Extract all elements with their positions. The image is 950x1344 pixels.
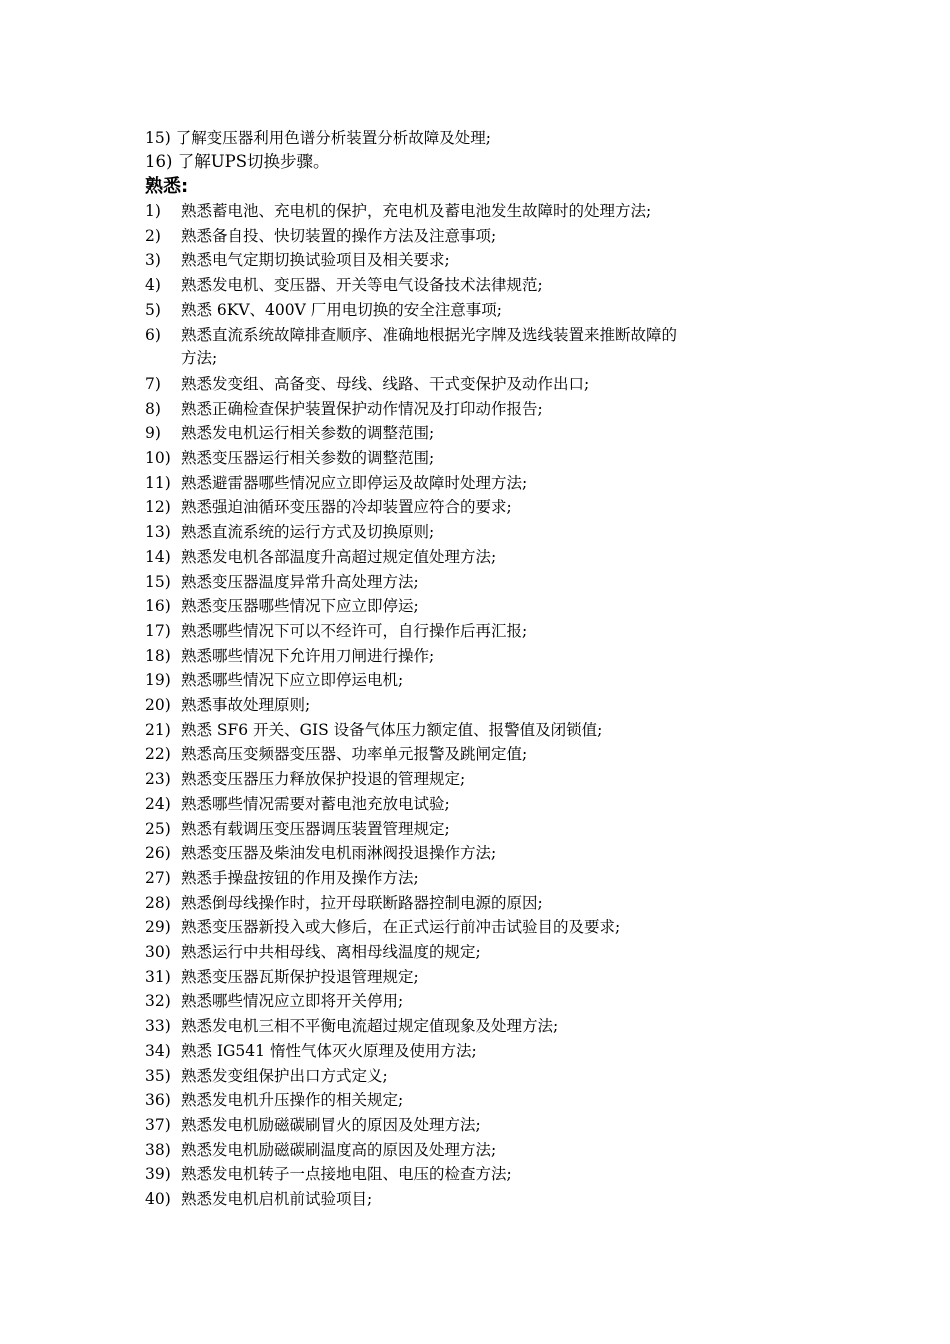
item-text: 熟悉变压器哪些情况下应立即停运; <box>181 597 419 616</box>
item-text: 熟悉哪些情况下可以不经许可，自行操作后再汇报; <box>181 621 528 640</box>
item-number: 26) <box>145 844 171 863</box>
list-item <box>145 1041 477 1061</box>
item-text: 熟悉备自投、快切装置的操作方法及注意事项; <box>181 226 497 245</box>
item-text: 熟悉蓄电池、充电机的保护，充电机及蓄电池发生故障时的处理方法; <box>181 202 652 220</box>
list-item <box>145 1189 372 1209</box>
item-number: 40) <box>145 1190 171 1208</box>
item-number: 33) <box>145 1017 171 1036</box>
item-number: 38) <box>145 1140 171 1159</box>
list-item <box>145 1140 496 1160</box>
item-text: 熟悉哪些情况需要对蓄电池充放电试验; <box>181 794 450 813</box>
list-item <box>145 794 450 814</box>
item-number: 31) <box>145 967 171 986</box>
item-text: 熟悉变压器及柴油发电机雨淋阀投退操作方法; <box>181 844 497 863</box>
item-text: 熟悉变压器压力释放保护投退的管理规定; <box>181 770 466 789</box>
list-item <box>145 1115 481 1135</box>
list-item <box>145 1066 388 1086</box>
list-item <box>145 448 434 468</box>
list-item <box>145 300 502 320</box>
list-item <box>145 670 403 690</box>
item-number: 1) <box>145 202 161 220</box>
item-text: 熟悉直流系统故障排查顺序、准确地根据光字牌及选线装置来推断故障的 <box>181 325 678 344</box>
list-item <box>145 423 434 443</box>
item-number: 14) <box>145 547 171 566</box>
item-number: 13) <box>145 523 171 542</box>
list-item <box>145 497 512 517</box>
item-number: 19) <box>145 671 171 690</box>
item-text: 熟悉 IG541 惰性气体灭火原理及使用方法; <box>181 1041 477 1060</box>
item-text: 熟悉发电机启机前试验项目; <box>181 1190 373 1208</box>
item-text: 熟悉哪些情况下应立即停运电机; <box>181 671 404 690</box>
item-text: 熟悉事故处理原则; <box>181 696 311 714</box>
item-text: 熟悉避雷器哪些情况应立即停运及故障时处理方法; <box>181 473 528 492</box>
list-item <box>145 967 419 987</box>
list-item <box>145 1164 512 1184</box>
item-number: 15) <box>145 572 171 591</box>
item-number: 24) <box>145 794 171 813</box>
list-item <box>145 226 496 246</box>
item-number: 30) <box>145 943 171 961</box>
list-item <box>145 646 434 666</box>
list-item <box>145 695 310 715</box>
item-text: 熟悉发电机升压操作的相关规定; <box>181 1091 404 1110</box>
item-text: 熟悉变压器瓦斯保护投退管理规定; <box>181 967 419 986</box>
item-number: 15) <box>145 129 171 147</box>
item-number: 11) <box>145 473 171 492</box>
item-number: 12) <box>145 498 171 517</box>
item-number: 2) <box>145 226 161 245</box>
list-item <box>145 720 602 740</box>
item-text: 熟悉变压器温度异常升高处理方法; <box>181 572 419 591</box>
list-item <box>145 769 465 789</box>
list-item <box>145 1016 558 1036</box>
item-number: 3) <box>145 251 161 270</box>
item-text: 熟悉发变组、高备变、母线、线路、干式变保护及动作出口; <box>181 374 590 393</box>
item-number: 16) <box>145 152 173 171</box>
item-number: 18) <box>145 646 171 665</box>
item-number: 10) <box>145 449 171 467</box>
item-text: 熟悉发变组保护出口方式定义; <box>181 1066 388 1085</box>
list-item <box>145 547 496 567</box>
item-text: 熟悉手操盘按钮的作用及操作方法; <box>181 868 419 887</box>
item-number: 39) <box>145 1165 171 1184</box>
list-item <box>145 843 496 863</box>
list-item <box>145 744 527 764</box>
list-item <box>145 325 677 345</box>
item-text: 熟悉运行中共相母线、离相母线温度的规定; <box>181 943 481 961</box>
item-text: 熟悉变压器运行相关参数的调整范围; <box>181 449 435 467</box>
item-text: 了解变压器利用色谱分析装置分析故障及处理; <box>175 129 491 147</box>
item-continuation: 方法; <box>181 349 218 368</box>
list-item <box>145 522 434 542</box>
section-heading: 熟悉: <box>145 176 189 197</box>
list-item <box>145 917 620 937</box>
item-text: 熟悉哪些情况应立即将开关停用; <box>181 992 404 1011</box>
item-number: 21) <box>145 720 171 739</box>
list-item <box>145 399 543 419</box>
item-number: 5) <box>145 300 161 319</box>
item-number: 4) <box>145 276 161 295</box>
item-text: 熟悉发电机、变压器、开关等电气设备技术法律规范; <box>181 276 543 295</box>
item-number: 23) <box>145 770 171 789</box>
item-text: 熟悉发电机各部温度升高超过规定值处理方法; <box>181 547 497 566</box>
item-number: 8) <box>145 399 161 418</box>
list-item <box>145 128 491 148</box>
item-number: 34) <box>145 1041 171 1060</box>
list-item <box>145 250 450 270</box>
item-number: 36) <box>145 1091 171 1110</box>
item-number: 16) <box>145 597 171 616</box>
list-item <box>145 819 450 839</box>
list-item <box>145 152 330 172</box>
item-number: 28) <box>145 893 171 912</box>
item-text: 熟悉强迫油循环变压器的冷却装置应符合的要求; <box>181 498 512 517</box>
item-text: 熟悉变压器新投入或大修后，在正式运行前冲击试验目的及要求; <box>181 918 621 937</box>
item-text: 熟悉电气定期切换试验项目及相关要求; <box>181 251 450 270</box>
item-number: 35) <box>145 1066 171 1085</box>
item-text: 熟悉正确检查保护装置保护动作情况及打印动作报告; <box>181 399 543 418</box>
item-text: 熟悉有载调压变压器调压装置管理规定; <box>181 819 450 838</box>
item-number: 27) <box>145 868 171 887</box>
item-number: 9) <box>145 424 161 443</box>
item-text: 熟悉哪些情况下允许用刀闸进行操作; <box>181 646 435 665</box>
item-text: 熟悉 SF6 开关、GIS 设备气体压力额定值、报警值及闭锁值; <box>181 720 603 739</box>
item-text: 了解UPS切换步骤。 <box>177 152 330 171</box>
list-item <box>145 596 419 616</box>
item-number: 32) <box>145 992 171 1011</box>
item-text: 熟悉 6KV、400V 厂用电切换的安全注意事项; <box>181 300 502 319</box>
list-item <box>145 1090 403 1110</box>
item-text: 熟悉发电机励磁碳刷冒火的原因及处理方法; <box>181 1115 481 1134</box>
list-item <box>145 942 481 962</box>
list-item <box>145 868 419 888</box>
list-item <box>145 991 403 1011</box>
item-text: 熟悉发电机运行相关参数的调整范围; <box>181 424 435 443</box>
item-text: 熟悉发电机三相不平衡电流超过规定值现象及处理方法; <box>181 1017 559 1036</box>
list-item <box>145 473 527 493</box>
item-number: 37) <box>145 1115 171 1134</box>
item-text: 熟悉倒母线操作时，拉开母联断路器控制电源的原因; <box>181 893 543 912</box>
list-item <box>145 621 527 641</box>
item-number: 22) <box>145 745 171 764</box>
item-text: 熟悉高压变频器变压器、功率单元报警及跳闸定值; <box>181 745 528 764</box>
item-text: 熟悉直流系统的运行方式及切换原则; <box>181 523 435 542</box>
item-number: 6) <box>145 325 161 344</box>
item-number: 29) <box>145 918 171 937</box>
list-item <box>145 893 543 913</box>
list-item <box>145 572 419 592</box>
item-number: 20) <box>145 696 171 714</box>
item-number: 25) <box>145 819 171 838</box>
list-item <box>145 201 651 221</box>
item-text: 熟悉发电机励磁碳刷温度高的原因及处理方法; <box>181 1140 497 1159</box>
item-number: 17) <box>145 621 171 640</box>
item-text: 熟悉发电机转子一点接地电阻、电压的检查方法; <box>181 1165 512 1184</box>
item-number: 7) <box>145 374 161 393</box>
list-item <box>145 374 589 394</box>
list-item <box>145 275 543 295</box>
